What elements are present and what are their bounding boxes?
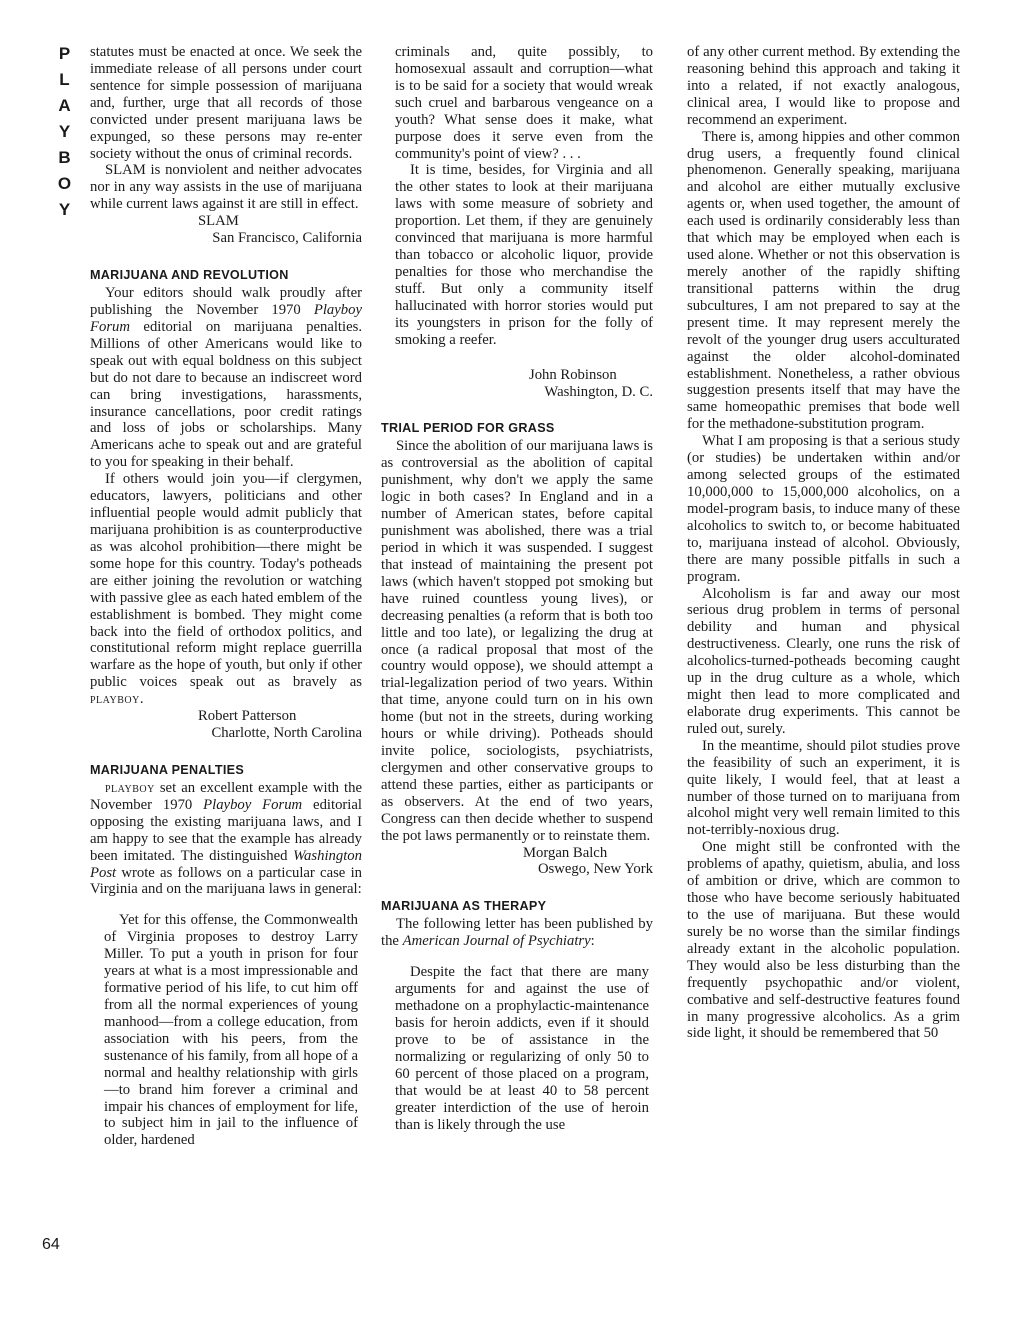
signature-name: Morgan Balch <box>523 844 608 861</box>
signature-name: Robert Patterson <box>198 708 297 725</box>
quoted-paragraph: Despite the fact that there are many arguments for and against the use of methadone on a prophylactic-maintenance basis for heroin addicts, even if it should prove to be of assistance in the normalizing or regularizing of only 50 to 60 percent of those placed on a program, that would be at least 40 to 58 percent greater interdiction of the use of heroin than is likely through the use <box>395 964 649 1133</box>
quoted-paragraph: Alcoholism is far and away our most serious drug problem in terms of personal debility and human and physical destructiveness. Clearly, one runs the risk of alcoholics-turned-potheads becoming caught up in the drug culture as a whole, which might then lead to more complicated and elaborate drug experiments. This cannot be ruled out, surely. <box>687 585 960 737</box>
paragraph: The following letter has been published by the American Journal of Psychiatry: <box>381 916 653 950</box>
paragraph: statutes must be enacted at once. We seek the immediate release of all persons under court sentence for simple possession of marijuana and, further, urge that all records of those convicted under present marijuana laws be expunged, so these persons may re-enter society without the onus of criminal records. <box>90 44 362 162</box>
signature-name: John Robinson <box>529 366 617 383</box>
signature-place: Washington, D. C. <box>544 383 653 400</box>
section-heading: MARIJUANA AS THERAPY <box>381 899 547 914</box>
signature-place: Charlotte, North Carolina <box>211 725 362 742</box>
section-heading: TRIAL PERIOD FOR GRASS <box>381 421 555 436</box>
paragraph: If others would join you—if clergymen, educators, lawyers, politicians and other influential people would admit publicly that marijuana prohibition is as counterproductive as was alcohol prohibition—there might be some hope for this country. Today's potheads are either joining the revolution or watching with passive glee as each hated emblem of the establishment is bombed. They might come back into the field of orthodox politics, and constitutional reform might replace guerrilla warfare as the hope of youth, but only if other public voices speak out as bravely as playboy. <box>90 471 362 708</box>
paragraph: SLAM is nonviolent and neither advocates nor in any way assists in the use of marijuana while current laws against it are still in effect. <box>90 162 362 213</box>
column-1 <box>90 44 362 1149</box>
quoted-paragraph: criminals and, quite possibly, to homosexual assault and corruption—what is to be said for a society that would wreak such cruel and barbarous vengeance on a youth? What sense does it make, what purpose does it serve even from the community's point of view? . . . <box>395 44 653 162</box>
paragraph: Since the abolition of our marijuana laws is as controversial as the abolition of capital punishment, why don't we apply the same logic in both cases? In England and in a number of American states, before capital punishment was abolished, there was a trial period in which it was suspended. I suggest that instead of maintaining the present pot laws (which haven't stopped pot smoking but have ruined countless young lives), or decreasing penalties (a reform that is both too little and too late), or legalizing the drug at once (a radical proposal that most of the country would oppose), we should attempt a trial-legalization period of two years. Within that time, anyone could turn on in his own home (but not in the streets, during working hours or while driving). Potheads should invite police, sociologists, psychiatrists, clergymen and other conservative groups to attend these parties, either as participants or as observers. At the end of two years, Congress can then decide whether to suspend the pot laws permanently or to reinstate them. <box>381 438 653 844</box>
quoted-paragraph: of any other current method. By extending the reasoning behind this approach and taking it into a related, if not exactly analogous, clinical area, I would like to propose and recommend an experiment. <box>687 44 960 128</box>
quoted-paragraph: In the meantime, should pilot studies prove the feasibility of such an experiment, it is quite likely, I would feel, that at least a number of those turned on to marijuana from alcohol might very well remain limited to this not-terribly-noxious drug. <box>687 737 960 839</box>
column-3 <box>687 44 960 1042</box>
quoted-paragraph: There is, among hippies and other common drug users, a frequently found clinical phenomenon. Generally speaking, marijuana and alcohol are either mutually exclusive agents or, when used together, the amount of each used is ordinarily considerably less than that which may be employed when each is used alone. Whether or not this observation is merely another of the rapidly shifting transitional patterns within the drug subcultures, I am not prepared to say at the present time. It may represent merely the revolt of the younger drug users acculturated against the older alcohol-dominated establishment. Nonetheless, a rather obvious suggestion presents itself that may have the same homeopathic premises that bode well for the methadone-substitution program. <box>687 128 960 433</box>
section-heading: MARIJUANA AND REVOLUTION <box>90 268 289 283</box>
quoted-paragraph: What I am proposing is that a serious study (or studies) be undertaken within and/or among selected groups of the estimated 10,000,000 to 15,000,000 alcoholics, on a model-program basis, to induce many of these alcoholics to switch to, or become habituated to, marijuana instead of alcohol. Obviously, there are many possible pitfalls in such a program. <box>687 433 960 585</box>
quoted-paragraph: It is time, besides, for Virginia and all the other states to look at their marijuana laws with some measure of sobriety and proportion. Let them, if they are genuinely convinced that marijuana is more harmful than tobacco or alcoholic liquor, provide penalties for those who merchandise the stuff. But only a community itself hallucinated with horror stories would put its youngsters in prison for the folly of smoking a reefer. <box>395 162 653 348</box>
section-heading: MARIJUANA PENALTIES <box>90 762 245 777</box>
quoted-paragraph: One might still be confronted with the problems of apathy, quietism, abulia, and loss of ambition or drive, which are common to those who have become seriously habituated to the use of marijuana. But these would surely be no worse than the similar findings already extant in the alcoholic population. They would also be less disturbing than the frequently psychopathic and/or violent, combative and self-destructive features found in many progressive alcoholics. As a grim side light, it should be remembered that 50 <box>687 839 960 1042</box>
signature-place: Oswego, New York <box>537 861 653 878</box>
page-number: 64 <box>42 1236 60 1253</box>
column-2 <box>381 44 653 1133</box>
signature-name: SLAM <box>198 213 239 230</box>
signature-place: San Francisco, California <box>212 230 362 247</box>
quoted-paragraph: Yet for this offense, the Commonwealth of Virginia proposes to destroy Larry Miller. To put a youth in prison for four years at what is a most impressionable and formative period of his life, to cut him off from all the normal experiences of young manhood—from a college education, from association with his peers, from the sustenance of his family, from all hope of a normal and healthy relationship with girls—to brand him forever a criminal and impair his chances of employment for life, to subject him in jail to the influence of older, hardened <box>104 912 358 1149</box>
magazine-name: PLAYBOY <box>55 44 74 226</box>
paragraph: playboy set an excellent example with the November 1970 Playboy Forum editorial opposing the existing marijuana laws, and I am happy to see that the example has already been imitated. The distinguished Washington Post wrote as follows on a particular case in Virginia and on the marijuana laws in general: <box>90 779 362 898</box>
paragraph: Your editors should walk proudly after publishing the November 1970 Playboy Forum editorial on marijuana penalties. Millions of other Americans would like to speak out with equal boldness on this subject but do not dare to because an indiscreet word can bring investigations, harassments, insurance cancellations, poor credit ratings and loss of jobs or scholarships. Many Americans ache to speak out and are grateful to you for speaking in their behalf. <box>90 285 362 471</box>
